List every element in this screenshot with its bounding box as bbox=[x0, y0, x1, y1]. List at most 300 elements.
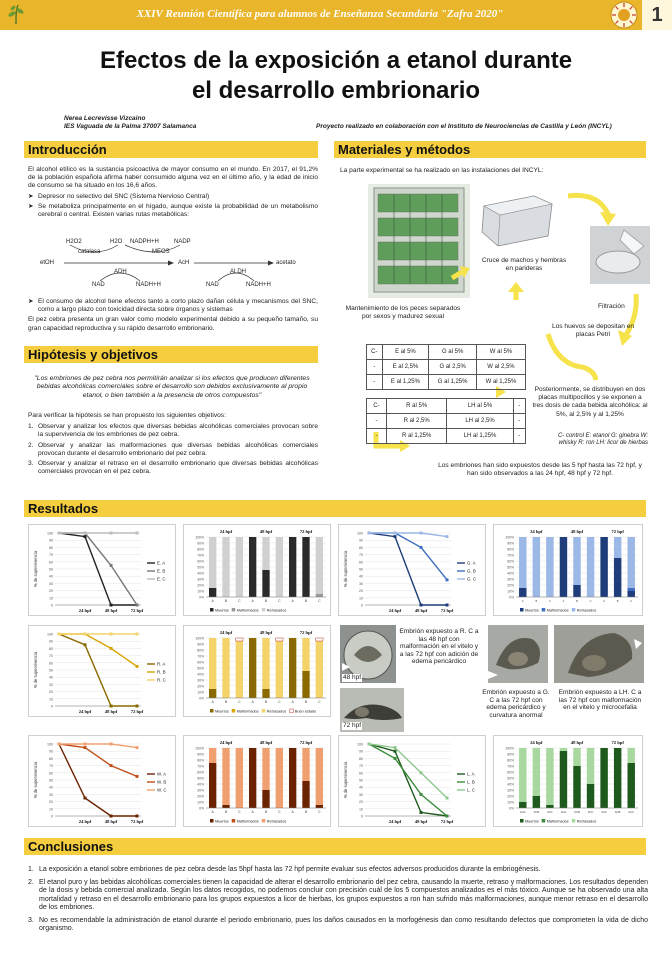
x-tick-label: B bbox=[304, 700, 308, 704]
x-tick-label: A bbox=[211, 599, 214, 603]
group-label: 48 hpf bbox=[259, 529, 273, 534]
bar-segment bbox=[209, 748, 216, 763]
x-tick-label: B bbox=[264, 810, 268, 814]
x-tick-label: C bbox=[318, 700, 321, 704]
intro-bullet-1-text: Depresor no selectivo del SNC (Sistema Nervioso Central) bbox=[38, 192, 210, 200]
y-tick-label: 0% bbox=[509, 595, 514, 600]
objective-1: 1. Observar y analizar los efectos que diversas bebidas alcohólicas comerciales provocan sobre la supervivencia de los embriones de pez cebra. bbox=[28, 423, 318, 439]
label-adh: ADH bbox=[114, 269, 127, 275]
doses-table-2-cell: - bbox=[513, 414, 525, 429]
y-axis-label: % de supervivencia bbox=[33, 761, 38, 799]
y-tick-label: 70 bbox=[49, 654, 53, 659]
bar-segment bbox=[222, 805, 229, 808]
y-tick-label: 100% bbox=[505, 535, 514, 540]
doses-table-1-row bbox=[367, 345, 526, 360]
y-tick-label: 30% bbox=[197, 577, 204, 582]
legend-label: Muertos bbox=[215, 709, 229, 714]
legend-label: Retrasados bbox=[266, 608, 287, 613]
group-label: 72 hpf bbox=[299, 630, 313, 635]
legend-label: W. A bbox=[157, 771, 167, 777]
y-tick-label: 100% bbox=[505, 746, 514, 751]
data-point bbox=[110, 564, 113, 567]
y-tick-label: 30% bbox=[197, 678, 204, 683]
bar-segment bbox=[209, 763, 216, 808]
y-tick-label: 10% bbox=[507, 800, 514, 805]
bar-segment bbox=[546, 537, 553, 597]
y-tick-label: 30 bbox=[49, 682, 53, 687]
bar-segment bbox=[627, 588, 634, 591]
y-tick-label: 0 bbox=[361, 603, 363, 608]
y-tick-label: 30 bbox=[359, 792, 363, 797]
bar-segment bbox=[236, 537, 243, 597]
bar-segment bbox=[222, 638, 229, 698]
x-tick-label: 24 hpf bbox=[388, 608, 402, 613]
data-point bbox=[136, 532, 139, 535]
observation-caption: Los embriones han sido expuestos desde las 5 hpf hasta las 72 hpf, y han sido observados a las 24 hpf, 48 hpf y 72 hpf. bbox=[438, 462, 642, 478]
y-tick-label: 10 bbox=[359, 596, 363, 601]
doses-table-2 bbox=[366, 398, 526, 444]
data-point bbox=[446, 604, 449, 607]
x-tick-label: 24 hpf bbox=[78, 709, 92, 714]
y-tick-label: 50 bbox=[49, 567, 53, 572]
x-tick-label: Sc/C bbox=[547, 811, 553, 814]
legend-swatch bbox=[262, 819, 266, 823]
doses-table-2-cell: R al 1,25% bbox=[386, 429, 446, 444]
legend-label: Retrasados bbox=[266, 709, 287, 714]
y-tick-label: 80% bbox=[197, 648, 204, 653]
data-point bbox=[84, 535, 87, 538]
legend-swatch bbox=[210, 608, 214, 612]
embryo-lh-caption: Embrión expuesto a LH. C a las 72 hpf con malformación en el vitelo y microcefalia bbox=[558, 689, 642, 712]
y-tick-label: 40 bbox=[359, 785, 363, 790]
bar-chart-ron bbox=[183, 625, 331, 717]
y-tick-label: 60 bbox=[359, 560, 363, 565]
legend-label: G. C bbox=[467, 576, 477, 582]
doses-table-2-cell: LH al 5% bbox=[447, 399, 513, 414]
x-tick-label: Sc/C bbox=[628, 811, 635, 814]
legend-label: Muertos bbox=[525, 819, 539, 824]
legend-label: R. C bbox=[157, 677, 166, 683]
bar-segment bbox=[302, 781, 309, 808]
y-tick-label: 100 bbox=[47, 632, 53, 637]
bar-segment bbox=[289, 748, 296, 808]
x-tick-label: B bbox=[224, 810, 228, 814]
conclusions-heading: Conclusiones bbox=[24, 838, 646, 855]
legend-label: Buen estado bbox=[294, 709, 317, 714]
bar-segment bbox=[587, 748, 594, 784]
label-etoh: etOH bbox=[40, 260, 55, 266]
y-tick-label: 10 bbox=[359, 807, 363, 812]
doses-table-1-cell: - bbox=[367, 360, 383, 375]
data-point bbox=[446, 815, 449, 818]
doses-table-2-cell: R al 2,5% bbox=[386, 414, 446, 429]
legend-swatch bbox=[210, 709, 214, 713]
intro-heading: Introducción bbox=[24, 141, 318, 158]
bar-segment bbox=[316, 638, 323, 641]
group-label: 72 hpf bbox=[299, 740, 313, 745]
bar-segment bbox=[519, 748, 526, 802]
data-point bbox=[110, 647, 113, 650]
bar-segment bbox=[627, 591, 634, 597]
legend-swatch bbox=[542, 608, 546, 612]
x-tick-label: 24 hpf bbox=[388, 819, 402, 824]
x-tick-label: A bbox=[211, 810, 214, 814]
y-tick-label: 100 bbox=[47, 531, 53, 536]
data-point bbox=[136, 705, 139, 708]
y-tick-label: 100 bbox=[357, 742, 363, 747]
group-label: 48 hpf bbox=[259, 740, 273, 745]
y-tick-label: 10% bbox=[507, 589, 514, 594]
y-tick-label: 30% bbox=[507, 577, 514, 582]
legend-swatch bbox=[262, 608, 266, 612]
legend-label: Muertos bbox=[215, 819, 229, 824]
y-tick-label: 10 bbox=[49, 596, 53, 601]
y-tick-label: 10% bbox=[197, 800, 204, 805]
bar-segment bbox=[209, 588, 216, 597]
bar-segment bbox=[316, 594, 323, 597]
legend-label: Muertos bbox=[215, 608, 229, 613]
y-tick-label: 80 bbox=[49, 545, 53, 550]
doses-table-1-cell: G al 1,25% bbox=[429, 375, 477, 390]
y-tick-label: 70% bbox=[507, 764, 514, 769]
x-tick-label: C bbox=[278, 700, 281, 704]
y-tick-label: 50 bbox=[49, 668, 53, 673]
x-tick-label: B bbox=[224, 700, 228, 704]
bar-segment bbox=[573, 537, 580, 585]
doses-table-1-cell: E al 5% bbox=[382, 345, 429, 360]
title-line-1: Efectos de la exposición a etanol durante bbox=[99, 47, 573, 74]
y-tick-label: 20% bbox=[197, 794, 204, 799]
label-aldh: ALDH bbox=[230, 269, 247, 275]
legend-label: E. B bbox=[157, 568, 166, 574]
bar-segment bbox=[519, 588, 526, 597]
embryo-g-72hpf-photo bbox=[488, 625, 548, 683]
y-tick-label: 40 bbox=[49, 675, 53, 680]
bar-segment bbox=[276, 748, 283, 808]
y-tick-label: 20 bbox=[359, 800, 363, 805]
doses-table-2-cell: - bbox=[367, 429, 387, 444]
materials-heading: Materiales y métodos bbox=[334, 141, 646, 158]
legend-label: L. A bbox=[467, 771, 475, 777]
cruce-caption: Cruce de machos y hembras en parideras bbox=[481, 257, 567, 273]
x-tick-label: C bbox=[318, 599, 321, 603]
x-tick-label: B bbox=[304, 599, 308, 603]
y-tick-label: 60 bbox=[49, 771, 53, 776]
x-tick-label: B bbox=[616, 600, 619, 603]
x-tick-label: A bbox=[291, 810, 294, 814]
hypothesis-heading: Hipótesis y objetivos bbox=[24, 346, 318, 363]
y-axis-label: % de supervivencia bbox=[33, 550, 38, 588]
y-tick-label: 70 bbox=[49, 553, 53, 558]
intro-text-2 bbox=[28, 298, 318, 335]
group-label: 48 hpf bbox=[570, 529, 584, 534]
x-tick-label: Sc/A bbox=[560, 811, 567, 814]
x-tick-label: 72 hpf bbox=[130, 608, 144, 613]
group-label: 24 hpf bbox=[219, 740, 233, 745]
group-label: 72 hpf bbox=[299, 529, 313, 534]
x-tick-label: A bbox=[562, 600, 565, 603]
x-tick-label: C bbox=[318, 810, 321, 814]
bar-segment bbox=[587, 537, 594, 597]
bar-segment bbox=[236, 638, 243, 641]
label-acetato: acetato bbox=[276, 260, 296, 266]
embryo-g-caption: Embrión expuesto a G. C a las 72 hpf con edema pericárdico y curvatura anormal bbox=[482, 689, 550, 719]
intro-text bbox=[28, 166, 318, 221]
y-tick-label: 0 bbox=[51, 603, 53, 608]
objective-2-text: Observar y analizar las malformaciones que diversas bebidas alcohólicas comerciales provocan durante el desarrollo embrionario del pez cebra. bbox=[38, 441, 318, 457]
legend-label: E. A bbox=[157, 560, 166, 566]
x-tick-label: A bbox=[521, 600, 524, 603]
legend-swatch bbox=[572, 819, 576, 823]
objective-3-text: Observar y analizar el retraso en el desarrollo embrionario que diversas bebidas alcohólicas comerciales provocan en el pez cebra. bbox=[38, 460, 318, 476]
plant-logo-icon bbox=[4, 2, 28, 26]
doses-table-1-row bbox=[367, 375, 526, 390]
bar-segment bbox=[222, 748, 229, 805]
legend-label: Retrasados bbox=[576, 608, 597, 613]
data-point bbox=[136, 815, 139, 818]
y-tick-label: 70% bbox=[197, 553, 204, 558]
y-tick-label: 0 bbox=[51, 704, 53, 709]
label-meos: MEOS bbox=[152, 249, 170, 255]
y-tick-label: 30 bbox=[49, 792, 53, 797]
x-tick-label: 72 hpf bbox=[130, 819, 144, 824]
doses-table-2-cell: C- bbox=[367, 399, 387, 414]
y-tick-label: 20% bbox=[507, 794, 514, 799]
y-tick-label: 50% bbox=[197, 776, 204, 781]
y-tick-label: 90% bbox=[197, 541, 204, 546]
huevos-caption: Los huevos se depositan en placas Petri bbox=[551, 323, 635, 339]
y-tick-label: 20 bbox=[359, 589, 363, 594]
bar-segment bbox=[236, 641, 243, 698]
y-tick-label: 90% bbox=[197, 642, 204, 647]
data-point bbox=[394, 757, 397, 760]
bar-chart-licor bbox=[493, 735, 643, 827]
legend-label: L. B bbox=[467, 779, 475, 785]
hypothesis-quote: "Los embriones de pez cebra nos permitirán analizar si los efectos que producen diferentes bebidas alcohólicas comerciales sobre el desarrollo son debidos exclusivamente al propio etanol, o bien también a la presencia de otros compuestos" bbox=[34, 375, 310, 399]
legend-swatch bbox=[290, 709, 294, 713]
intro-bullet-1 bbox=[28, 193, 318, 201]
bar-segment bbox=[573, 585, 580, 597]
bar-segment bbox=[560, 537, 567, 597]
data-point bbox=[84, 743, 87, 746]
y-tick-label: 10 bbox=[49, 807, 53, 812]
group-label: 24 hpf bbox=[530, 740, 543, 745]
bar-segment bbox=[614, 537, 621, 558]
line-chart-whisky bbox=[28, 735, 176, 827]
y-tick-label: 40 bbox=[49, 785, 53, 790]
data-point bbox=[110, 604, 113, 607]
y-tick-label: 40 bbox=[359, 574, 363, 579]
y-tick-label: 60 bbox=[49, 661, 53, 666]
intro-bullet-2-text: Se metaboliza principalmente en el hígado, aunque existe la probabilidad de un metabolismo cerebral o central. Existen varias rutas metabólicas: bbox=[38, 202, 318, 219]
intro-bullet-3 bbox=[28, 298, 318, 314]
y-tick-label: 40% bbox=[507, 571, 514, 576]
y-tick-label: 70% bbox=[197, 764, 204, 769]
doses-table-2-row bbox=[367, 414, 526, 429]
data-point bbox=[446, 797, 449, 800]
bar-segment bbox=[289, 537, 296, 597]
doses-table-2-cell: - bbox=[513, 399, 525, 414]
doses-table-2-cell: LH al 2,5% bbox=[447, 414, 513, 429]
doses-table-1-cell: E al 2,5% bbox=[382, 360, 429, 375]
doses-table-1-cell: W al 5% bbox=[476, 345, 525, 360]
label-nad-1: NAD bbox=[92, 282, 105, 288]
data-point bbox=[110, 815, 113, 818]
series-line bbox=[59, 744, 137, 776]
y-tick-label: 70 bbox=[49, 764, 53, 769]
doses-table-1 bbox=[366, 344, 526, 390]
legend-label: Retrasados bbox=[576, 819, 597, 824]
author-block bbox=[64, 115, 196, 131]
y-tick-label: 100% bbox=[195, 535, 204, 540]
label-nadh-1: NADH+H bbox=[136, 282, 161, 288]
x-tick-label: 48 hpf bbox=[414, 608, 428, 613]
data-point bbox=[84, 746, 87, 749]
author-school: IES Vaguada de la Palma 37007 Salamanca bbox=[64, 123, 197, 130]
event-title: XXIV Reunión Científica para alumnos de Enseñanza Secundaria "Zafra 2020" bbox=[136, 8, 504, 20]
label-nadph: NADPH+H bbox=[130, 239, 159, 245]
y-tick-label: 50 bbox=[359, 778, 363, 783]
data-point bbox=[58, 633, 61, 636]
legend-label: W. C bbox=[157, 787, 167, 793]
legend-label: Malformados bbox=[546, 819, 569, 824]
x-tick-label: B bbox=[264, 599, 268, 603]
bar-segment bbox=[627, 763, 634, 808]
label-nadp: NADP bbox=[174, 239, 191, 245]
y-tick-label: 60 bbox=[49, 560, 53, 565]
legend-label: L. C bbox=[467, 787, 476, 793]
legend-label: W. B bbox=[157, 779, 167, 785]
data-point bbox=[110, 705, 113, 708]
filtracion-caption: Filtración bbox=[598, 303, 625, 310]
bar-segment bbox=[222, 537, 229, 597]
legend-label: Retrasados bbox=[266, 819, 287, 824]
label-h2o: H2O bbox=[110, 239, 123, 245]
y-tick-label: 20% bbox=[197, 583, 204, 588]
y-tick-label: 10% bbox=[197, 690, 204, 695]
y-tick-label: 100 bbox=[357, 531, 363, 536]
y-tick-label: 30 bbox=[49, 581, 53, 586]
legend-label: Malformados bbox=[546, 608, 569, 613]
bar-segment bbox=[302, 748, 309, 781]
y-tick-label: 30 bbox=[359, 581, 363, 586]
doses-table-1-cell: W al 2,5% bbox=[476, 360, 525, 375]
line-chart-ron bbox=[28, 625, 176, 717]
y-tick-label: 80% bbox=[197, 547, 204, 552]
y-tick-label: 60% bbox=[197, 559, 204, 564]
intro-paragraph-2: El pez cebra presenta un gran valor como modelo experimental debido a su pequeño tamaño, su gran capacidad reproductiva y su rápido desarrollo embrionario. bbox=[28, 316, 318, 332]
conclusion-2: 2. El etanol puro y las bebidas alcohólicas comerciales tienen la capacidad de alterar el desarrollo embrionario del pez cebra, causando la muerte, retraso y malformaciones. Los resultados dependen de la dosis y bebida comercial analizada. Según los datos recogidos, no podemos concluir con precisión cuál de los 5 compuestos analizados es el más tóxico. Aunque se ha observado una alta mortalidad y retraso en el desarrollo embrionario para los grupos expuestos a licor de hierbas, los grupos expuestos a ron han sufrido más malformaciones, aunque menor retraso en el desarrollo de los embriones. bbox=[28, 878, 648, 911]
bar-chart-whisky bbox=[183, 735, 331, 827]
x-tick-label: 48 hpf bbox=[104, 709, 118, 714]
arrow-bullet-icon: ➤ bbox=[28, 298, 34, 305]
y-tick-label: 90 bbox=[359, 538, 363, 543]
bar-segment bbox=[316, 641, 323, 698]
x-tick-label: 48 hpf bbox=[104, 819, 118, 824]
y-tick-label: 90 bbox=[49, 639, 53, 644]
data-point bbox=[110, 743, 113, 746]
data-point bbox=[110, 764, 113, 767]
posteriormente-caption: Posteriormente, se distribuyen en dos placas multipocillos y se exponen a tres dosis de cada bebida alcohólica: al 5%, al 2,5% y al 1,25% bbox=[532, 386, 648, 418]
legend-label: Malformados bbox=[236, 608, 259, 613]
x-tick-label: 72 hpf bbox=[440, 608, 454, 613]
tag-72hpf: 72 hpf bbox=[343, 722, 362, 729]
group-label: 48 hpf bbox=[259, 630, 273, 635]
arrow-bullet-icon: ➤ bbox=[28, 192, 34, 200]
y-tick-label: 0% bbox=[199, 806, 204, 811]
y-tick-label: 20% bbox=[197, 684, 204, 689]
x-tick-label: A bbox=[251, 810, 254, 814]
y-tick-label: 90% bbox=[507, 541, 514, 546]
x-tick-label: 24 hpf bbox=[78, 608, 92, 613]
bar-segment bbox=[316, 537, 323, 594]
y-tick-label: 40% bbox=[507, 782, 514, 787]
bar-chart-ginebra bbox=[493, 524, 643, 616]
x-tick-label: 24 hpf bbox=[78, 819, 92, 824]
results-heading: Resultados bbox=[24, 500, 646, 517]
y-tick-label: 20 bbox=[49, 690, 53, 695]
bar-segment bbox=[533, 748, 540, 796]
intro-bullet-2 bbox=[28, 203, 318, 219]
doses-table-1-cell: W al 1,25% bbox=[476, 375, 525, 390]
legend-swatch bbox=[262, 709, 266, 713]
bar-segment bbox=[560, 751, 567, 808]
x-tick-label: C bbox=[238, 700, 241, 704]
y-tick-label: 60% bbox=[507, 770, 514, 775]
y-axis-label: % de supervivencia bbox=[343, 761, 348, 799]
doses-table-1-cell: - bbox=[367, 375, 383, 390]
bar-segment bbox=[614, 748, 621, 808]
data-point bbox=[110, 633, 113, 636]
project-note: Proyecto realizado en colaboración con el Instituto de Neurociencias de Castilla y León (INCYL) bbox=[316, 123, 612, 130]
doses-table-2-cell: - bbox=[367, 414, 387, 429]
x-tick-label: B bbox=[535, 600, 538, 603]
bar-segment bbox=[262, 689, 269, 698]
bar-segment bbox=[276, 537, 283, 597]
legend-label: G. B bbox=[467, 568, 476, 574]
x-tick-label: C bbox=[548, 600, 551, 603]
bar-segment bbox=[546, 748, 553, 805]
y-tick-label: 40% bbox=[197, 672, 204, 677]
bar-segment bbox=[627, 537, 634, 588]
y-tick-label: 50 bbox=[49, 778, 53, 783]
legend-label: Malformados bbox=[236, 709, 259, 714]
doses-table-1-cell: G al 5% bbox=[429, 345, 477, 360]
x-tick-label: A bbox=[603, 600, 605, 603]
y-tick-label: 70% bbox=[507, 553, 514, 558]
data-point bbox=[58, 532, 61, 535]
data-point bbox=[136, 665, 139, 668]
y-tick-label: 40% bbox=[197, 571, 204, 576]
y-tick-label: 30% bbox=[507, 788, 514, 793]
bar-segment bbox=[519, 537, 526, 588]
y-tick-label: 50% bbox=[197, 565, 204, 570]
bar-chart-etanol bbox=[183, 524, 331, 616]
data-point bbox=[84, 797, 87, 800]
page-number: 1 bbox=[642, 0, 672, 30]
doses-table-1-cell: C- bbox=[367, 345, 383, 360]
legend-swatch bbox=[232, 819, 236, 823]
conclusions-list bbox=[28, 866, 648, 938]
bar-segment bbox=[302, 537, 309, 597]
label-nadh-2: NADH+H bbox=[246, 282, 271, 288]
bar-segment bbox=[262, 790, 269, 808]
x-tick-label: C bbox=[278, 810, 281, 814]
data-point bbox=[368, 743, 371, 746]
y-tick-label: 0 bbox=[51, 814, 53, 819]
x-tick-label: Sc/A bbox=[601, 811, 607, 814]
bar-segment bbox=[519, 802, 526, 808]
